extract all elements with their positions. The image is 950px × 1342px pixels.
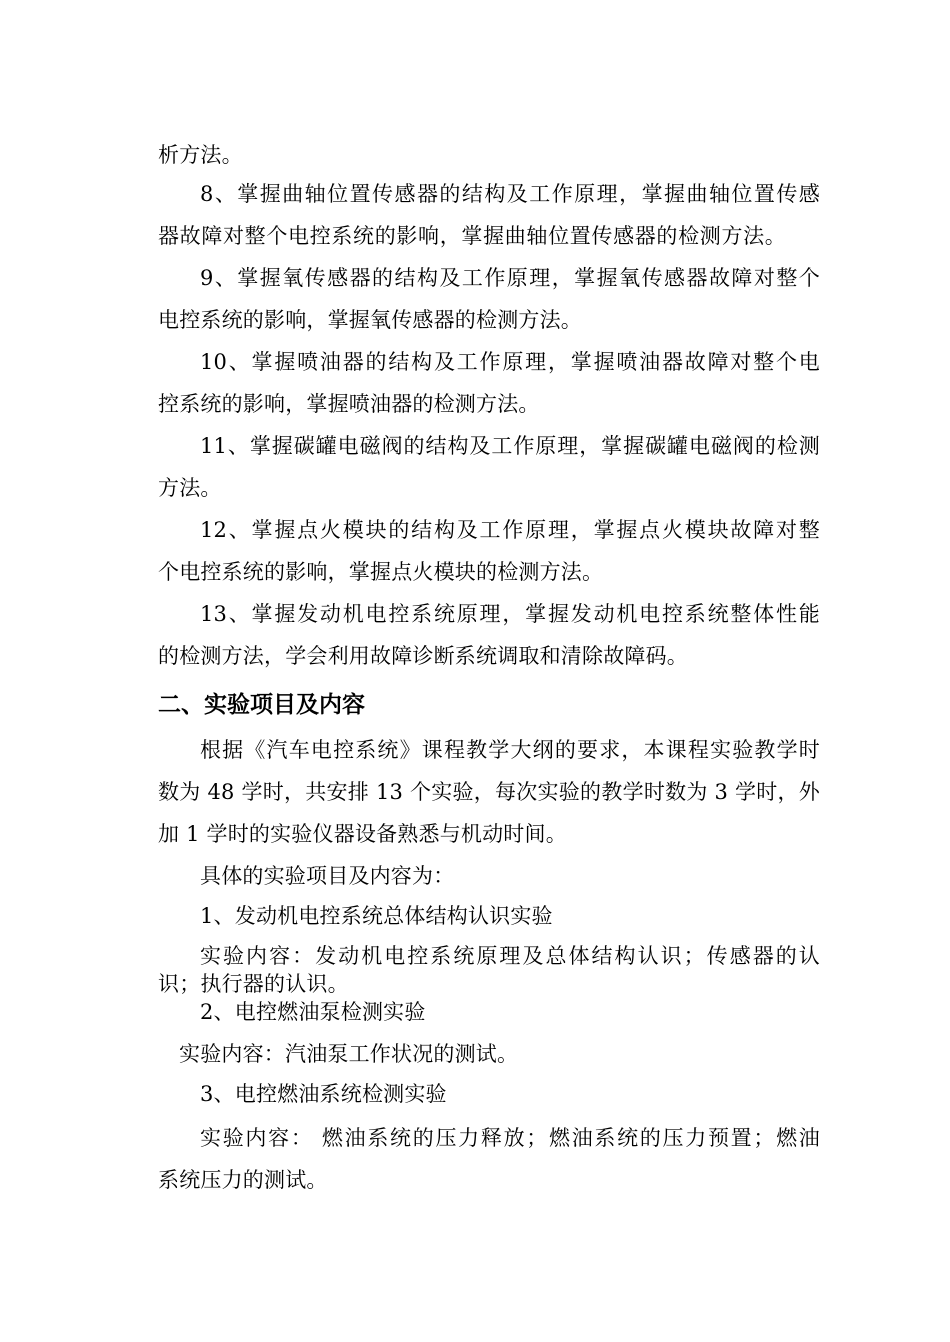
text-line: 13、掌握发动机电控系统原理，掌握发动机电控系统整体性能 bbox=[200, 602, 820, 626]
text-line: 9、掌握氧传感器的结构及工作原理，掌握氧传感器故障对整个 bbox=[200, 266, 820, 290]
section-heading: 二、实验项目及内容 bbox=[158, 692, 365, 718]
text-line: 控系统的影响，掌握喷油器的检测方法。 bbox=[158, 392, 540, 416]
text-line: 8、掌握曲轴位置传感器的结构及工作原理，掌握曲轴位置传感 bbox=[200, 182, 820, 206]
text-line: 的检测方法，学会利用故障诊断系统调取和清除故障码。 bbox=[158, 644, 688, 668]
text-line: 12、掌握点火模块的结构及工作原理，掌握点火模块故障对整 bbox=[200, 518, 820, 542]
text-line: 个电控系统的影响，掌握点火模块的检测方法。 bbox=[158, 560, 604, 584]
text-line: 10、掌握喷油器的结构及工作原理，掌握喷油器故障对整个电 bbox=[200, 350, 820, 374]
text-line: 根据《汽车电控系统》课程教学大纲的要求，本课程实验教学时 bbox=[200, 738, 820, 762]
text-line: 3、电控燃油系统检测实验 bbox=[200, 1082, 447, 1106]
text-line: 2、电控燃油泵检测实验 bbox=[200, 1000, 426, 1024]
text-line: 实验内容：汽油泵工作状况的测试。 bbox=[179, 1042, 519, 1066]
text-line: 实验内容：发动机电控系统原理及总体结构认识；传感器的认 bbox=[200, 944, 820, 968]
text-line: 加 1 学时的实验仪器设备熟悉与机动时间。 bbox=[158, 822, 567, 846]
text-line: 1、发动机电控系统总体结构认识实验 bbox=[200, 904, 553, 928]
text-line: 方法。 bbox=[158, 476, 222, 500]
text-line: 实验内容： 燃油系统的压力释放；燃油系统的压力预置；燃油 bbox=[200, 1126, 820, 1150]
text-line: 系统压力的测试。 bbox=[158, 1168, 328, 1192]
text-line: 电控系统的影响，掌握氧传感器的检测方法。 bbox=[158, 308, 582, 332]
text-line: 识；执行器的认识。 bbox=[158, 972, 349, 996]
text-line: 析方法。 bbox=[158, 143, 243, 167]
text-line: 数为 48 学时，共安排 13 个实验，每次实验的教学时数为 3 学时，外 bbox=[158, 780, 820, 804]
text-line: 11、掌握碳罐电磁阀的结构及工作原理，掌握碳罐电磁阀的检测 bbox=[200, 434, 820, 458]
text-line: 器故障对整个电控系统的影响，掌握曲轴位置传感器的检测方法。 bbox=[158, 224, 786, 248]
text-line: 具体的实验项目及内容为： bbox=[200, 864, 455, 888]
